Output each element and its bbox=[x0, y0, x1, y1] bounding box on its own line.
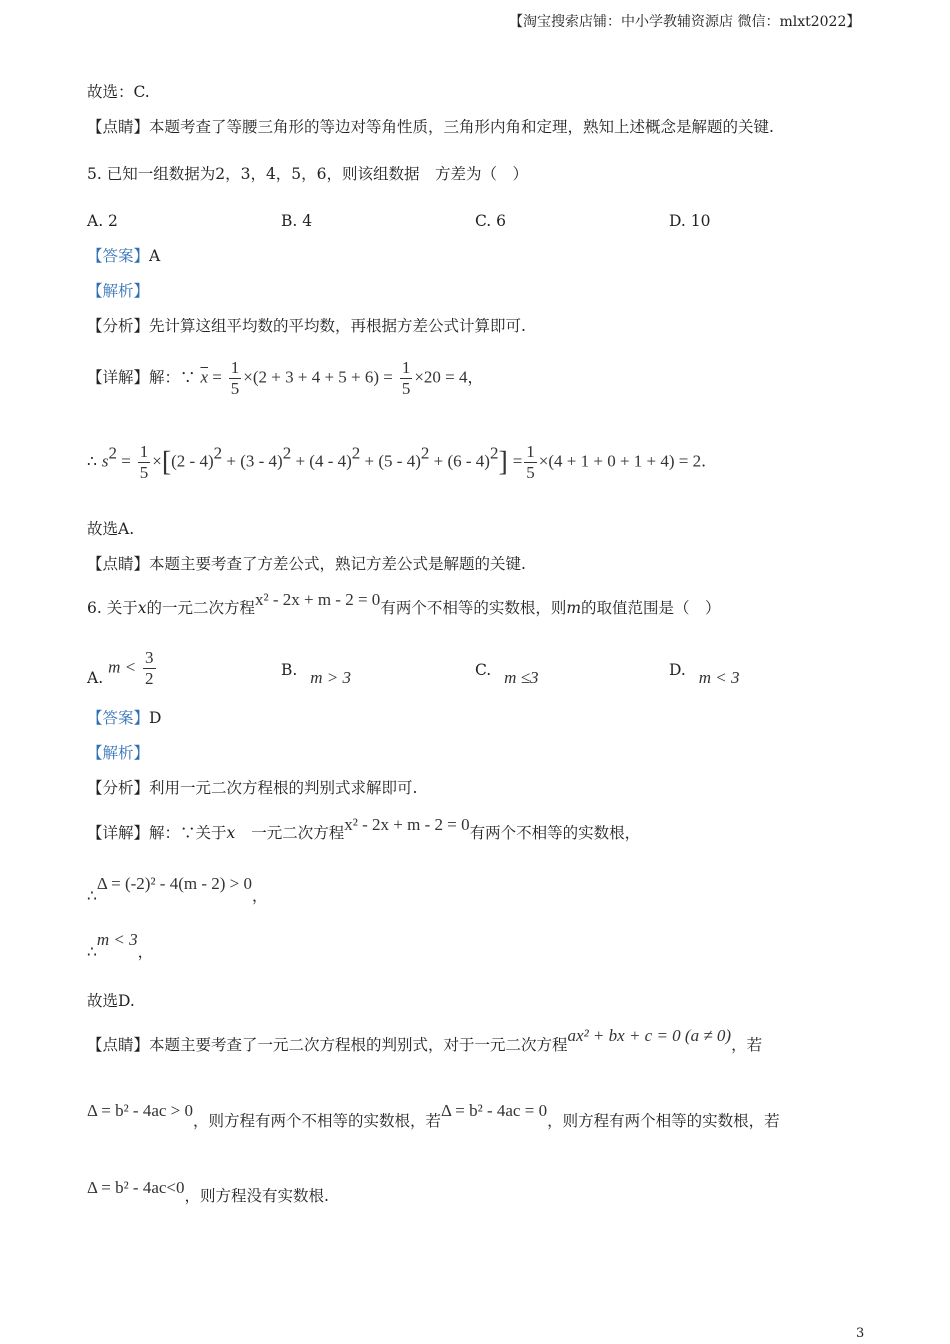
mean-symbol: $\overline{x}$ bbox=[200, 367, 209, 387]
q6-note: 【点睛】本题主要考查了一元二次方程根的判别式，对于一元二次方程ax² + bx + c = 0 (a ≠ 0)，若 bbox=[87, 1026, 763, 1054]
variance-term-2: (3 - 4) bbox=[240, 451, 283, 471]
note-tag: 【点睛】 bbox=[87, 555, 150, 573]
q6-condition-3: Δ = b² - 4ac<0，则方程没有实数根. bbox=[87, 1178, 329, 1205]
mean-sum: ×(2 + 3 + 4 + 5 + 6) = bbox=[243, 367, 393, 387]
answer-tag: 【答案】 bbox=[87, 247, 150, 265]
q6-answer bbox=[87, 708, 161, 728]
q6-analysis-tag: 【解析】 bbox=[87, 744, 150, 762]
q5-note bbox=[87, 554, 526, 574]
q6-option-a: A. m < $\frac{3}{2}$ bbox=[87, 648, 154, 688]
fenxi-text: 利用一元二次方程根的判别式求解即可. bbox=[149, 779, 418, 797]
condition-1: Δ = b² - 4ac > 0 bbox=[87, 1101, 194, 1120]
q6-step-1: ∴Δ = (-2)² - 4(m - 2) > 0， bbox=[87, 874, 268, 905]
answer-tag: 【答案】 bbox=[87, 709, 150, 727]
q5-analysis-tag: 【解析】 bbox=[87, 282, 150, 300]
q6-choice: 故选D. bbox=[87, 992, 135, 1010]
note-tag: 【点睛】 bbox=[87, 1036, 150, 1054]
answer-value: A bbox=[149, 247, 161, 265]
general-equation: ax² + bx + c = 0 (a ≠ 0) bbox=[567, 1026, 732, 1045]
note-text: 本题考查了等腰三角形的等边对等角性质，三角形内角和定理，熟知上述概念是解题的关键. bbox=[149, 118, 774, 136]
therefore-symbol: ∴ bbox=[87, 452, 97, 471]
note-tag: 【点睛】 bbox=[87, 118, 150, 136]
q6-stem: 6. 关于x的一元二次方程x² - 2x + m - 2 = 0有两个不相等的实数根，则m的取值范围是（ ） bbox=[87, 590, 721, 617]
q6-fenxi bbox=[87, 778, 417, 798]
q6-option-c: C. m ≤3 bbox=[475, 661, 539, 687]
variance-fraction-2: $\frac{1}{5}$ bbox=[526, 442, 535, 482]
answer-value: D bbox=[149, 709, 162, 727]
prev-choice: 故选：C. bbox=[87, 83, 150, 101]
q5-option-d: D. 10 bbox=[669, 212, 711, 230]
q6-step-2: ∴m < 3， bbox=[87, 930, 154, 961]
fenxi-text: 先计算这组平均数的平均数，再根据方差公式计算即可. bbox=[149, 317, 526, 335]
mean-fraction-2: $\frac{1}{5}$ bbox=[401, 358, 411, 398]
q5-detail-mean: 【详解】解：∵ $\overline{x}$ = $\frac{1}{5}$ ×(2 + 3 + 4 + 5 + 6) = $\frac{1}{5}$ ×20 = 4， bbox=[87, 358, 484, 398]
detail-intro: 解：∵ bbox=[149, 368, 196, 387]
q5-option-b: B. 4 bbox=[281, 212, 313, 230]
page-number: 3 bbox=[856, 1326, 865, 1341]
q6-condition-1-2: Δ = b² - 4ac > 0，则方程有两个不相等的实数根，若Δ = b² - 4ac = 0，则方程有两个相等的实数根，若 bbox=[87, 1101, 780, 1130]
q5-fenxi bbox=[87, 316, 526, 336]
q5-choice: 故选A. bbox=[87, 520, 135, 538]
q6-detail: 【详解】解：∵关于x 一元二次方程x² - 2x + m - 2 = 0有两个不相等的实数根， bbox=[87, 815, 641, 842]
discriminant: Δ = (-2)² - 4(m - 2) > 0 bbox=[96, 874, 252, 893]
variance-result: ×(4 + 1 + 0 + 1 + 4) = 2 bbox=[538, 451, 702, 471]
condition-3: Δ = b² - 4ac<0 bbox=[87, 1178, 185, 1197]
fenxi-tag: 【分析】 bbox=[87, 779, 150, 797]
note-text: 本题主要考查了方差公式，熟记方差公式是解题的关键. bbox=[149, 555, 526, 573]
q6-option-d: D. m < 3 bbox=[669, 661, 740, 687]
q5-stem: 5. 已知一组数据为2，3，4，5，6，则该组数据 方差为（ ） bbox=[87, 165, 529, 183]
q6-option-b: B. m > 3 bbox=[281, 661, 352, 687]
variance-fraction: $\frac{1}{5}$ bbox=[139, 442, 149, 482]
variance-term-1: (2 - 4) bbox=[171, 451, 214, 471]
page-header: 【淘宝搜索店铺：中小学教辅资源店 微信：mlxt2022】 bbox=[509, 14, 861, 30]
mean-result: ×20 = 4 bbox=[414, 367, 468, 387]
range-result: m < 3 bbox=[96, 930, 138, 949]
variance-term-3: (4 - 4) bbox=[309, 451, 352, 471]
prev-note bbox=[87, 117, 774, 137]
fenxi-tag: 【分析】 bbox=[87, 317, 150, 335]
variance-term-5: (6 - 4) bbox=[447, 451, 490, 471]
q5-answer bbox=[87, 246, 160, 266]
variance-symbol: s bbox=[101, 451, 109, 471]
q5-variance: ∴ $s^2$ = $\frac{1}{5}$ ×[(2 - 4)$^2$ + (3 - 4)$^2$ + (4 - 4)$^2$ + (5 - 4)$^2$ + (6 - 4)$^2$] = $\frac{1}{5}$ ×(4 + 1 + 0 + 1 + 4) = 2. bbox=[87, 442, 707, 482]
detail-tag: 【详解】 bbox=[87, 368, 150, 387]
q5-option-c: C. 6 bbox=[475, 212, 507, 230]
condition-2: Δ = b² - 4ac = 0 bbox=[441, 1101, 548, 1120]
detail-equation: x² - 2x + m - 2 = 0 bbox=[344, 815, 470, 834]
q5-option-a: A. 2 bbox=[87, 212, 118, 230]
mean-fraction: $\frac{1}{5}$ bbox=[230, 358, 240, 398]
q6-equation: x² - 2x + m - 2 = 0 bbox=[254, 590, 381, 609]
variance-term-4: (5 - 4) bbox=[378, 451, 421, 471]
